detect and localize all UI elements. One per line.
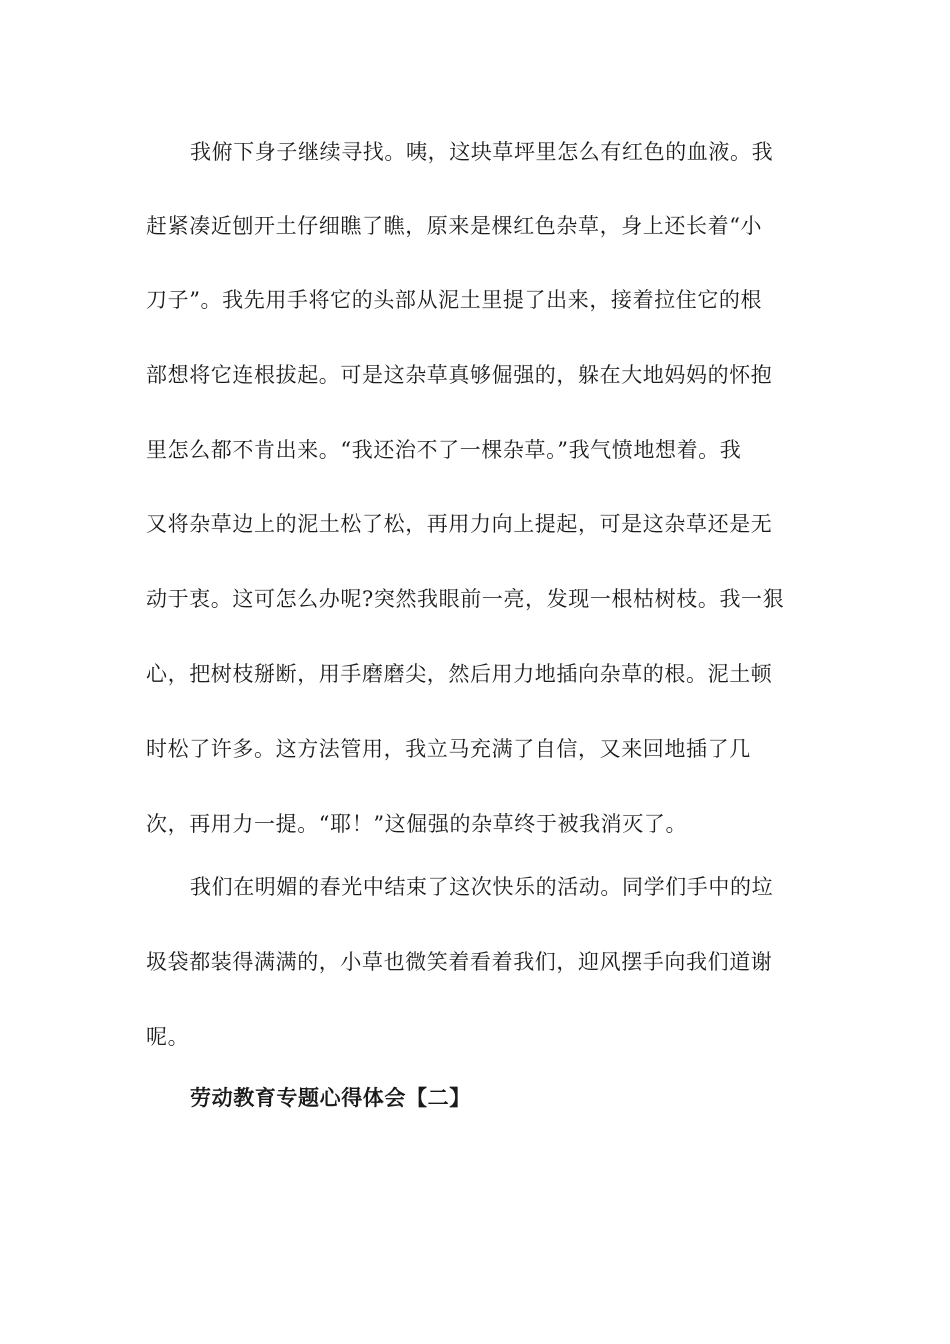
paragraph-1-line-10: 次，再用力一提。“耶！”这倔强的杂草终于被我消灭了。	[146, 812, 688, 836]
paragraph-2-line-3: 呢。	[146, 1025, 190, 1049]
paragraph-1-line-7: 动于衷。这可怎么办呢?突然我眼前一亮，发现一根枯树枝。我一狠	[146, 587, 785, 611]
paragraph-1-line-3: 刀子”。我先用手将它的头部从泥土里提了出来，接着拉住它的根	[146, 288, 763, 312]
paragraph-2-line-2: 圾袋都装得满满的，小草也微笑着看着我们，迎风摆手向我们道谢	[146, 950, 773, 974]
paragraph-1-line-9: 时松了许多。这方法管用，我立马充满了自信，又来回地插了几	[146, 737, 751, 761]
paragraph-1-line-6: 又将杂草边上的泥土松了松，再用力向上提起，可是这杂草还是无	[146, 512, 773, 536]
paragraph-2-line-1: 我们在明媚的春光中结束了这次快乐的活动。同学们手中的垃	[190, 875, 774, 899]
paragraph-1-line-1: 我俯下身子继续寻找。咦，这块草坪里怎么有红色的血液。我	[190, 140, 774, 164]
paragraph-1-line-5: 里怎么都不肯出来。“我还治不了一棵杂草。”我气愤地想着。我	[146, 438, 742, 462]
section-heading: 劳动教育专题心得体会【二】	[190, 1085, 471, 1110]
paragraph-1-line-8: 心，把树枝掰断，用手磨磨尖，然后用力地插向杂草的根。泥土顿	[146, 662, 773, 686]
paragraph-1-line-2: 赶紧凑近刨开土仔细瞧了瞧，原来是棵红色杂草，身上还长着“小	[146, 214, 763, 238]
paragraph-1-line-4: 部想将它连根拔起。可是这杂草真够倔强的，躲在大地妈妈的怀抱	[146, 363, 773, 387]
